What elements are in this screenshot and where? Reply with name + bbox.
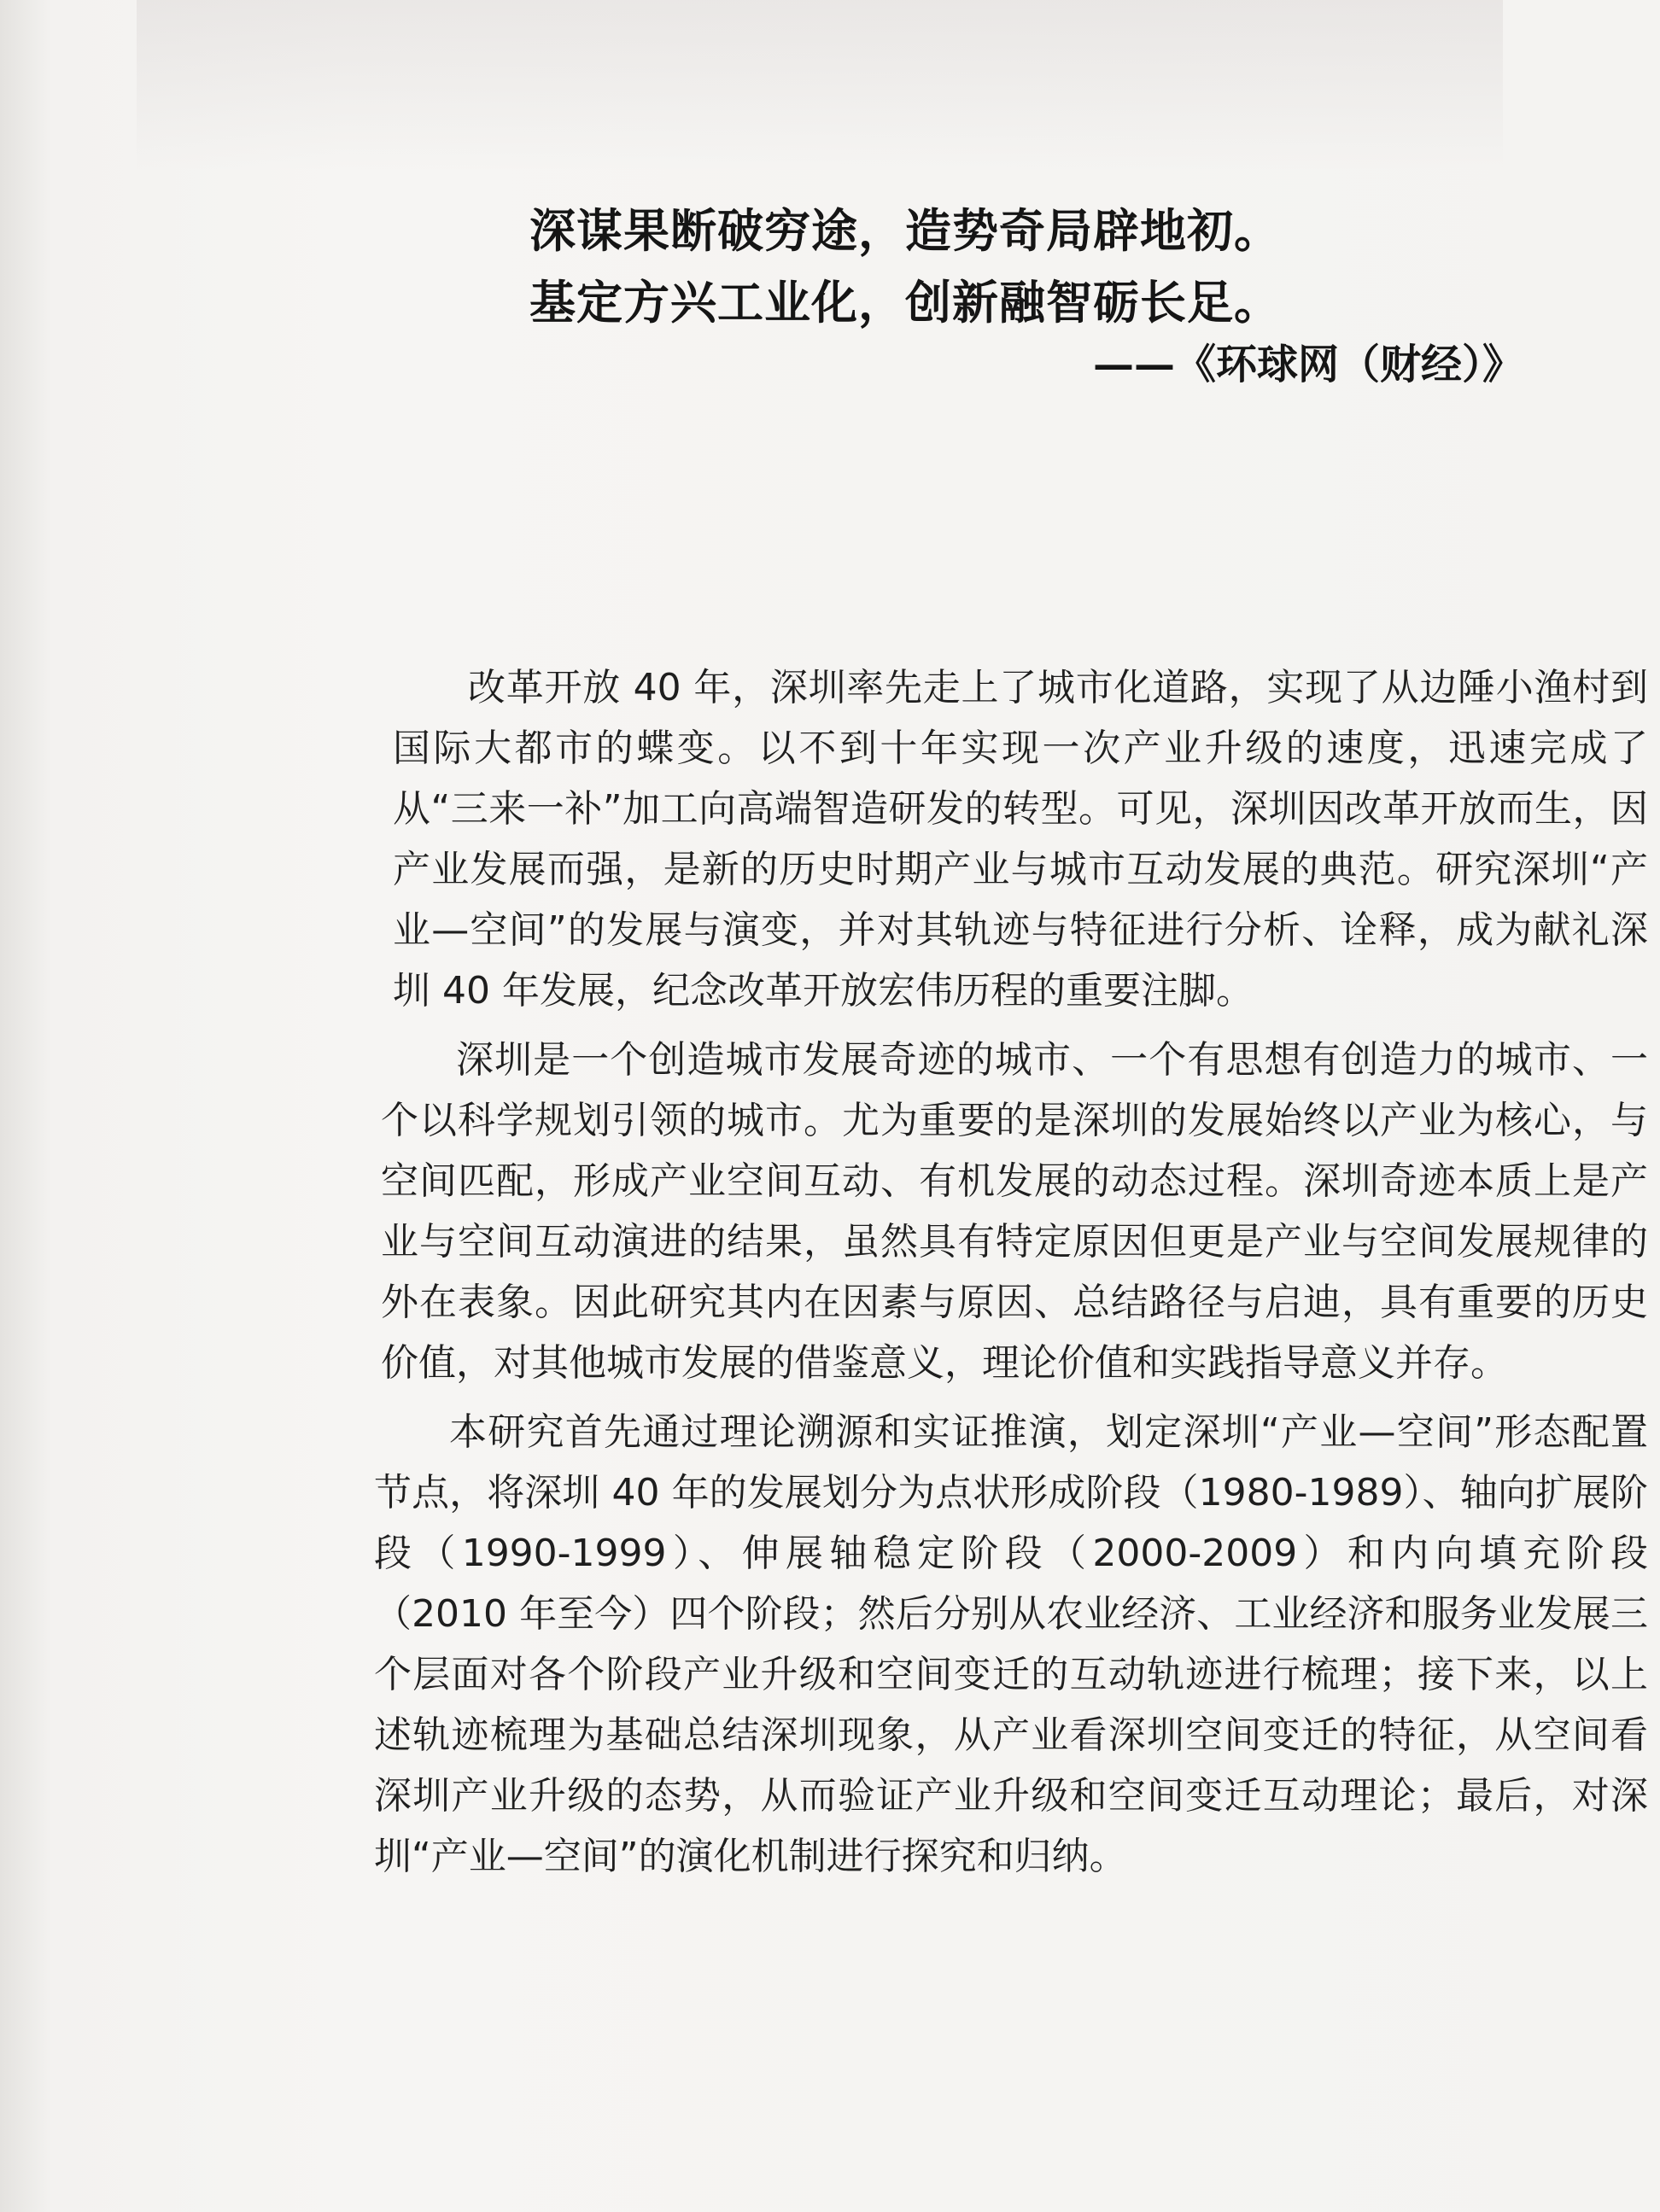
- poem-line-1: 深谋果断破穷途，造势奇局辟地初。: [529, 203, 1281, 258]
- paragraph-1: 改革开放 40 年，深圳率先走上了城市化道路，实现了从边陲小渔村到国际大都市的蝶变。以不到十年实现一次产业升级的速度，迅速完成了从“三来一补”加工向高端智造研发的转型。可见，深圳因改革开放而生，因产业发展而强，是新的历史时期产业与城市互动发展的典范。研究深圳“产业—空间”的发展与演变，并对其轨迹与特征进行分析、诠释，成为献礼深圳 40 年发展，纪念改革开放宏伟历程的重要注脚。: [393, 666, 1648, 1013]
- body-text: [374, 657, 1648, 1895]
- poem-line-2: 基定方兴工业化，创新融智砺长足。: [529, 275, 1281, 330]
- paragraph-2: 深圳是一个创造城市发展奇迹的城市、一个有思想有创造力的城市、一个以科学规划引领的城市。尤为重要的是深圳的发展始终以产业为核心，与空间匹配，形成产业空间互动、有机发展的动态过程。深圳奇迹本质上是产业与空间互动演进的结果，虽然具有特定原因但更是产业与空间发展规律的外在表象。因此研究其内在因素与原因、总结路径与启迪，具有重要的历史价值，对其他城市发展的借鉴意义，理论价值和实践指导意义并存。: [381, 1038, 1648, 1385]
- epigraph-attribution: ——《环球网（财经）》: [1092, 341, 1523, 388]
- faint-header-bleed: [137, 0, 1503, 171]
- paragraph-3: 本研究首先通过理论溯源和实证推演，划定深圳“产业—空间”形态配置节点，将深圳 40 年的发展划分为点状形成阶段（1980-1989）、轴向扩展阶段（1990-1999）、伸展轴稳定阶段（2000-2009）和内向填充阶段（2010 年至今）四个阶段；然后分别从农业经济、工业经济和服务业发展三个层面对各个阶段产业升级和空间变迁的互动轨迹进行梳理；接下来，以上述轨迹梳理为基础总结深圳现象，从产业看深圳空间变迁的特征，从空间看深圳产业升级的态势，从而验证产业升级和空间变迁互动理论；最后，对深圳“产业—空间”的演化机制进行探究和归纳。: [374, 1410, 1648, 1878]
- epigraph-poem: [529, 195, 1554, 338]
